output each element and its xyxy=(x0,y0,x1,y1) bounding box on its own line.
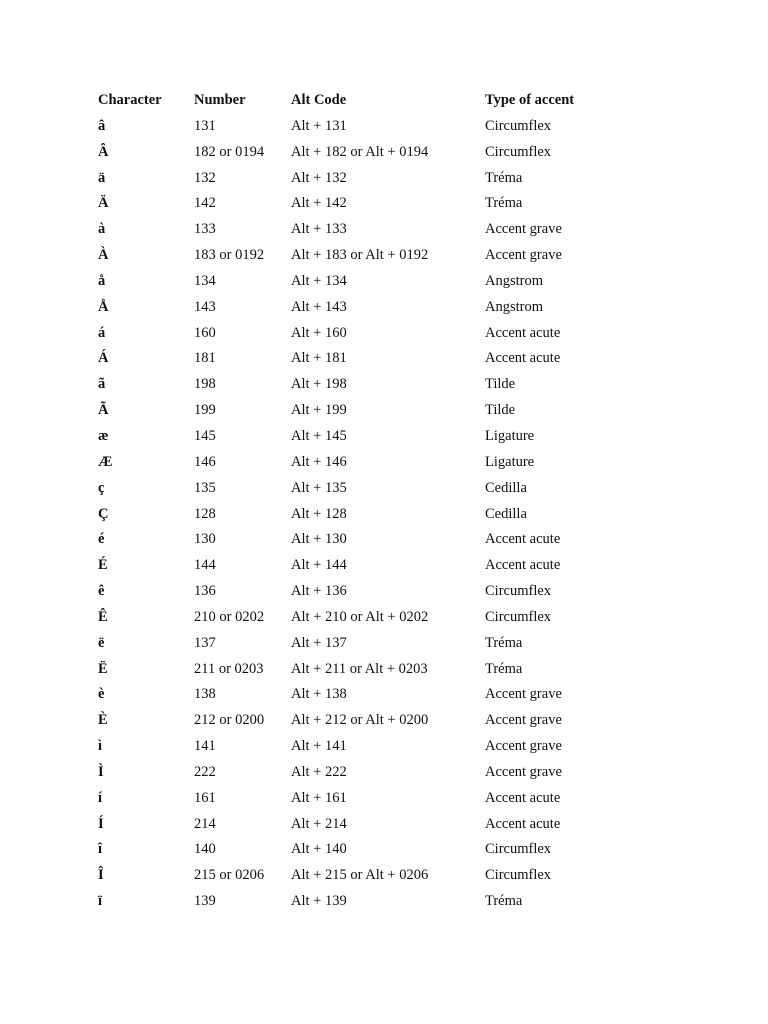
cell-character: Î xyxy=(98,867,104,884)
cell-alt-code: Alt + 140 xyxy=(291,841,347,858)
cell-type-of-accent: Accent grave xyxy=(485,763,562,780)
table-row xyxy=(98,734,625,760)
table-row xyxy=(98,243,625,269)
table-row xyxy=(98,398,625,424)
cell-alt-code: Alt + 133 xyxy=(291,221,347,238)
cell-alt-code: Alt + 211 or Alt + 0203 xyxy=(291,660,428,677)
cell-type-of-accent: Tréma xyxy=(485,893,523,910)
cell-number: 131 xyxy=(194,117,216,134)
table-row xyxy=(98,346,625,372)
header-number: Number xyxy=(194,92,246,108)
cell-type-of-accent: Accent acute xyxy=(485,557,561,574)
cell-character: è xyxy=(98,686,105,703)
cell-type-of-accent: Accent acute xyxy=(485,324,561,341)
cell-type-of-accent: Cedilla xyxy=(485,479,527,496)
table-row xyxy=(98,708,625,734)
cell-type-of-accent: Accent grave xyxy=(485,221,562,238)
cell-character: À xyxy=(98,247,109,264)
cell-type-of-accent: Angstrom xyxy=(485,298,543,315)
cell-alt-code: Alt + 134 xyxy=(291,272,347,289)
header-alt-code: Alt Code xyxy=(291,92,347,108)
cell-type-of-accent: Tilde xyxy=(485,376,516,393)
cell-number: 181 xyxy=(194,350,216,367)
cell-alt-code: Alt + 160 xyxy=(291,324,347,341)
cell-alt-code: Alt + 215 or Alt + 0206 xyxy=(291,867,429,884)
cell-type-of-accent: Tréma xyxy=(485,634,523,651)
cell-alt-code: Alt + 182 or Alt + 0194 xyxy=(291,143,429,160)
table-row xyxy=(98,114,625,140)
table-row xyxy=(98,450,625,476)
cell-alt-code: Alt + 212 or Alt + 0200 xyxy=(291,712,429,729)
cell-alt-code: Alt + 199 xyxy=(291,402,347,419)
cell-alt-code: Alt + 210 or Alt + 0202 xyxy=(291,608,429,625)
cell-number: 222 xyxy=(194,763,216,780)
cell-character: é xyxy=(98,531,105,548)
cell-number: 183 or 0192 xyxy=(194,247,265,264)
cell-number: 130 xyxy=(194,531,216,548)
cell-number: 214 xyxy=(194,815,216,832)
cell-type-of-accent: Tilde xyxy=(485,402,516,419)
cell-character: Å xyxy=(98,298,109,315)
cell-character: Ë xyxy=(98,660,108,677)
cell-type-of-accent: Circumflex xyxy=(485,143,552,160)
cell-character: Ã xyxy=(98,402,109,419)
cell-character: É xyxy=(98,557,108,574)
cell-type-of-accent: Tréma xyxy=(485,169,523,186)
cell-type-of-accent: Angstrom xyxy=(485,272,543,289)
cell-character: ï xyxy=(98,893,103,910)
cell-number: 145 xyxy=(194,427,216,444)
table-row xyxy=(98,579,625,605)
cell-number: 161 xyxy=(194,789,216,806)
table-row xyxy=(98,502,625,528)
table-row xyxy=(98,889,625,915)
cell-type-of-accent: Accent grave xyxy=(485,712,562,729)
cell-character: ã xyxy=(98,376,106,393)
cell-type-of-accent: Accent grave xyxy=(485,738,562,755)
cell-number: 128 xyxy=(194,505,216,522)
table-row xyxy=(98,372,625,398)
table-row xyxy=(98,631,625,657)
cell-character: Â xyxy=(98,143,109,160)
cell-alt-code: Alt + 136 xyxy=(291,583,347,600)
cell-alt-code: Alt + 139 xyxy=(291,893,347,910)
cell-type-of-accent: Ligature xyxy=(485,453,535,470)
cell-number: 182 or 0194 xyxy=(194,143,265,160)
cell-alt-code: Alt + 128 xyxy=(291,505,347,522)
cell-type-of-accent: Accent acute xyxy=(485,350,561,367)
table-row xyxy=(98,140,625,166)
table-body xyxy=(98,114,625,915)
cell-number: 143 xyxy=(194,298,216,315)
cell-number: 136 xyxy=(194,583,216,600)
cell-type-of-accent: Circumflex xyxy=(485,117,552,134)
cell-character: Ç xyxy=(98,505,109,522)
cell-type-of-accent: Circumflex xyxy=(485,583,552,600)
cell-number: 139 xyxy=(194,893,216,910)
cell-number: 137 xyxy=(194,634,216,651)
cell-number: 198 xyxy=(194,376,216,393)
table-row xyxy=(98,191,625,217)
table-row xyxy=(98,424,625,450)
cell-type-of-accent: Accent acute xyxy=(485,789,561,806)
cell-alt-code: Alt + 214 xyxy=(291,815,347,832)
table-row xyxy=(98,269,625,295)
table-row xyxy=(98,527,625,553)
cell-type-of-accent: Accent grave xyxy=(485,686,562,703)
cell-alt-code: Alt + 131 xyxy=(291,117,347,134)
cell-type-of-accent: Circumflex xyxy=(485,867,552,884)
cell-alt-code: Alt + 198 xyxy=(291,376,347,393)
cell-type-of-accent: Circumflex xyxy=(485,608,552,625)
cell-character: ê xyxy=(98,583,105,600)
cell-alt-code: Alt + 181 xyxy=(291,350,347,367)
cell-character: á xyxy=(98,324,106,341)
header-character: Character xyxy=(98,92,162,108)
table-row xyxy=(98,553,625,579)
cell-number: 135 xyxy=(194,479,216,496)
table-row xyxy=(98,476,625,502)
cell-alt-code: Alt + 143 xyxy=(291,298,347,315)
cell-character: â xyxy=(98,117,106,134)
table-row xyxy=(98,295,625,321)
table-header-row xyxy=(98,88,625,114)
cell-number: 142 xyxy=(194,195,216,212)
cell-number: 199 xyxy=(194,402,216,419)
cell-type-of-accent: Ligature xyxy=(485,427,535,444)
table-row xyxy=(98,760,625,786)
table-row xyxy=(98,812,625,838)
cell-number: 134 xyxy=(194,272,216,289)
table-row xyxy=(98,837,625,863)
table-row xyxy=(98,605,625,631)
cell-type-of-accent: Circumflex xyxy=(485,841,552,858)
cell-character: ç xyxy=(98,479,105,496)
cell-number: 138 xyxy=(194,686,216,703)
table-row xyxy=(98,657,625,683)
table-row xyxy=(98,863,625,889)
cell-type-of-accent: Accent acute xyxy=(485,815,561,832)
cell-character: Ì xyxy=(98,763,104,780)
cell-alt-code: Alt + 130 xyxy=(291,531,347,548)
table-row xyxy=(98,786,625,812)
cell-character: Í xyxy=(98,815,104,832)
cell-number: 141 xyxy=(194,738,216,755)
cell-character: ë xyxy=(98,634,105,651)
cell-character: Ê xyxy=(98,608,108,625)
cell-alt-code: Alt + 142 xyxy=(291,195,347,212)
cell-alt-code: Alt + 137 xyxy=(291,634,347,651)
cell-alt-code: Alt + 145 xyxy=(291,427,347,444)
table-header xyxy=(98,88,625,114)
cell-alt-code: Alt + 135 xyxy=(291,479,347,496)
cell-character: î xyxy=(98,841,103,858)
alt-code-table xyxy=(98,88,625,915)
cell-character: à xyxy=(98,221,106,238)
cell-character: æ xyxy=(98,427,109,444)
cell-alt-code: Alt + 161 xyxy=(291,789,347,806)
cell-number: 210 or 0202 xyxy=(194,608,265,625)
header-type-of-accent: Type of accent xyxy=(485,92,575,108)
cell-character: Æ xyxy=(98,453,113,470)
cell-number: 133 xyxy=(194,221,216,238)
cell-type-of-accent: Accent acute xyxy=(485,531,561,548)
table-row xyxy=(98,321,625,347)
cell-number: 211 or 0203 xyxy=(194,660,264,677)
cell-alt-code: Alt + 138 xyxy=(291,686,347,703)
table-row xyxy=(98,682,625,708)
cell-type-of-accent: Tréma xyxy=(485,195,523,212)
table-row xyxy=(98,166,625,192)
cell-alt-code: Alt + 183 or Alt + 0192 xyxy=(291,247,429,264)
cell-number: 215 or 0206 xyxy=(194,867,265,884)
cell-alt-code: Alt + 141 xyxy=(291,738,347,755)
cell-number: 144 xyxy=(194,557,216,574)
cell-alt-code: Alt + 132 xyxy=(291,169,347,186)
cell-number: 132 xyxy=(194,169,216,186)
table-row xyxy=(98,217,625,243)
cell-number: 146 xyxy=(194,453,216,470)
cell-character: Ä xyxy=(98,195,109,212)
cell-number: 212 or 0200 xyxy=(194,712,265,729)
cell-number: 160 xyxy=(194,324,216,341)
cell-character: È xyxy=(98,712,108,729)
cell-alt-code: Alt + 144 xyxy=(291,557,347,574)
cell-character: å xyxy=(98,272,106,289)
cell-type-of-accent: Accent grave xyxy=(485,247,562,264)
cell-alt-code: Alt + 146 xyxy=(291,453,347,470)
cell-character: Á xyxy=(98,350,109,367)
cell-character: ä xyxy=(98,169,106,186)
cell-type-of-accent: Cedilla xyxy=(485,505,527,522)
cell-number: 140 xyxy=(194,841,216,858)
cell-character: ì xyxy=(98,738,103,755)
cell-type-of-accent: Tréma xyxy=(485,660,523,677)
cell-character: í xyxy=(98,789,103,806)
cell-alt-code: Alt + 222 xyxy=(291,763,347,780)
